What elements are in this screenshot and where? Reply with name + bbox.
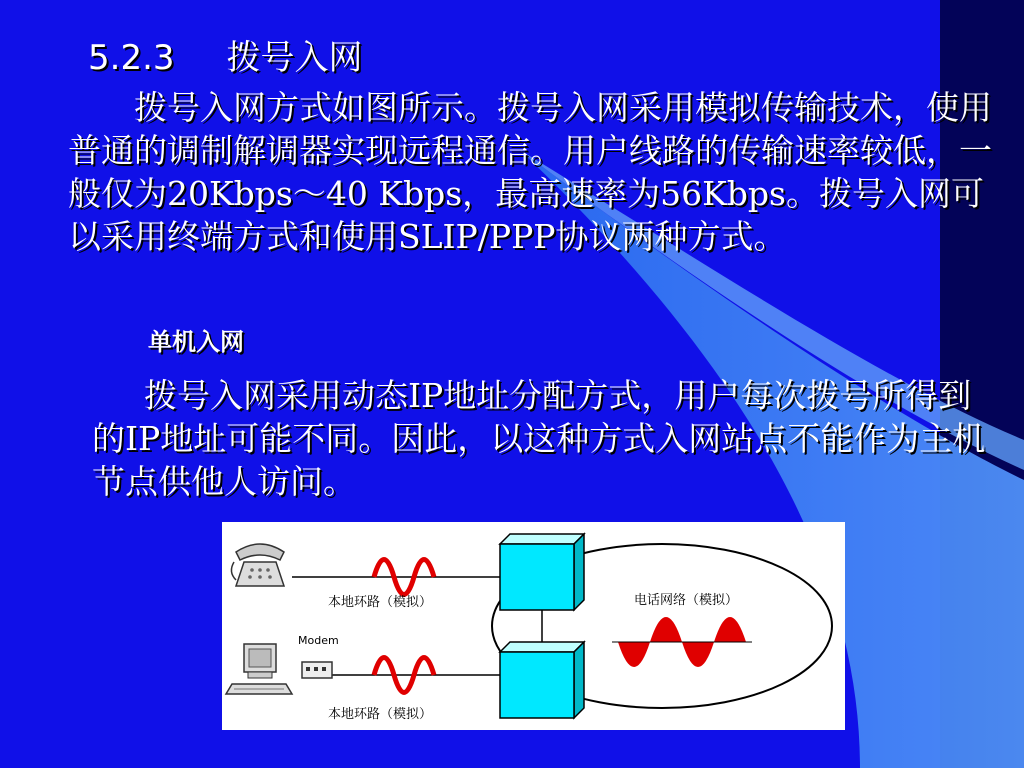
subheading: 单机入网: [148, 328, 244, 356]
dialup-diagram: [222, 522, 845, 730]
slide-heading: [88, 30, 363, 79]
local-loop-bottom-label: 本地环路（模拟）: [328, 707, 433, 722]
local-loop-top-label: 本地环路（模拟）: [328, 595, 433, 610]
bottom-exchange-box: [500, 642, 584, 718]
heading-text: 拨号入网: [226, 38, 363, 78]
top-exchange-box: [500, 534, 584, 610]
diagram-svg: [222, 522, 845, 730]
modem-label: Modem: [298, 634, 339, 647]
modem-icon: [302, 662, 332, 678]
paragraph-dynamic-ip: 拨号入网采用动态IP地址分配方式，用户每次拨号所得到的IP地址可能不同。因此，以这种方式入网站点不能作为主机节点供他人访问。: [92, 376, 986, 501]
computer-icon: [226, 644, 292, 694]
paragraph-intro: 拨号入网方式如图所示。拨号入网采用模拟传输技术，使用普通的调制解调器实现远程通信。用户线路的传输速率较低，一般仅为20Kbps～40 Kbps，最高速率为56Kbps。拨号入网可以采用终端方式和使用SLIP/PPP协议两种方式。: [68, 88, 992, 256]
heading-number: 5.2.3: [88, 38, 175, 78]
telephone-network-label: 电话网络（模拟）: [634, 593, 739, 608]
network-signal-wave: [612, 617, 752, 667]
telephone-icon: [231, 544, 284, 586]
